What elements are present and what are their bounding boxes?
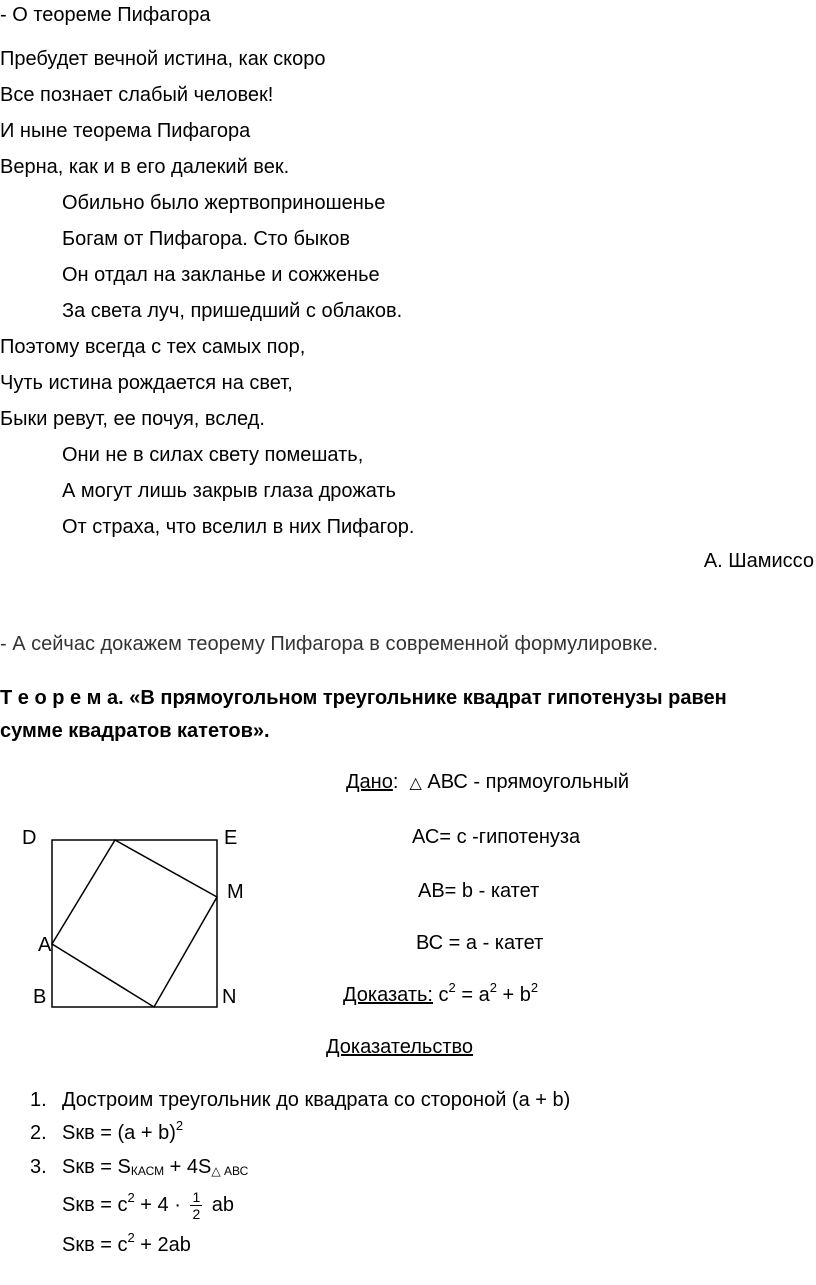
proof-step-3-sub-abc: △ АВС (211, 1164, 249, 1178)
poem-author: А. Шамиссо (703, 550, 814, 572)
poem-line: Все познает слабый человек! (0, 84, 274, 106)
given-ac: АС= с -гипотенуза (412, 826, 581, 848)
proof-step-4-text-c: ab (206, 1193, 235, 1216)
given-bc: ВС = а - катет (416, 932, 544, 954)
fraction-denominator: 2 (192, 1206, 201, 1222)
poem-line: Обильно было жертвоприношенье (62, 192, 386, 214)
proof-step-2 (62, 1118, 184, 1145)
label-d: D (22, 827, 37, 849)
proof-step-3 (62, 1156, 248, 1179)
label-e: E (224, 827, 238, 849)
proof-step-1: Достроим треугольник до квадрата со стороной (а + b) (62, 1089, 571, 1111)
poem-line: Быки ревут, ее почуя, вслед. (0, 408, 265, 430)
prove-c: с (432, 984, 449, 1006)
poem-line: Верна, как и в его далекий век. (0, 156, 290, 178)
prove-exp-b: 2 (530, 980, 539, 995)
proof-step-4-text-a: Sкв = с (62, 1193, 128, 1216)
given-triangle-text: АВС - прямоугольный (421, 771, 630, 793)
label-n: N (222, 986, 237, 1008)
proof-step-5 (62, 1230, 191, 1257)
proof-step-3-sub-kacm: КАСМ (130, 1164, 165, 1178)
proof-step-4-text-b: + 4 · (134, 1193, 187, 1216)
poem-line: Пребудет вечной истина, как скоро (0, 48, 326, 70)
proof-step-2-text: Sкв = (а + b) (62, 1122, 176, 1144)
theorem-line-2: сумме квадратов катетов». (0, 720, 270, 742)
proof-step-5-text-a: Sкв = с (62, 1234, 128, 1256)
theorem-prefix: Т е о р е м а. (0, 687, 124, 709)
poem-line: А могут лишь закрыв глаза дрожать (62, 480, 396, 502)
proof-title: Доказательство (326, 1036, 474, 1058)
fraction-numerator: 1 (192, 1189, 201, 1205)
fraction-one-half (190, 1189, 202, 1222)
proof-step-3-number: 3. (30, 1156, 47, 1178)
poem-line: Чуть истина рождается на свет, (0, 372, 293, 394)
label-b: B (33, 986, 47, 1008)
label-m: M (227, 881, 244, 903)
poem-line: За света луч, пришедший с облаков. (62, 300, 403, 322)
proof-step-4 (62, 1189, 234, 1222)
outer-square (52, 840, 217, 1007)
prove-exp-c: 2 (448, 980, 456, 995)
proof-step-2-exp: 2 (175, 1118, 184, 1133)
prove-b: + b (496, 984, 531, 1006)
poem-line: Он отдал на закланье и сожженье (62, 264, 380, 286)
given-label: Дано (346, 771, 393, 793)
proof-step-4-exp: 2 (127, 1189, 135, 1205)
inner-square (52, 840, 217, 1007)
poem-line: Поэтому всегда с тех самых пор, (0, 336, 306, 358)
proof-step-5-exp: 2 (127, 1230, 135, 1245)
proof-step-3-text-b: + 4S (164, 1156, 212, 1178)
transition-line: - А сейчас докажем теорему Пифагора в современной формулировке. (0, 633, 659, 655)
given-colon: : (392, 771, 399, 793)
theorem-text-1: «В прямоугольном треугольнике квадрат гипотенузы равен (123, 687, 727, 709)
prove-a: = а (455, 984, 490, 1006)
prove-label: Доказать: (343, 984, 433, 1006)
poem-line: И ныне теорема Пифагора (0, 120, 251, 142)
triangle-symbol: △ (409, 775, 422, 792)
poem-line: Богам от Пифагора. Сто быков (62, 228, 351, 250)
proof-step-5-text-b: + 2ab (134, 1234, 191, 1256)
proof-step-1-number: 1. (30, 1089, 47, 1111)
proof-step-3-text-a: Sкв = S (62, 1156, 131, 1178)
intro-line: - О теореме Пифагора (0, 4, 211, 26)
poem-line: Они не в силах свету помешать, (62, 444, 364, 466)
poem-line: От страха, что вселил в них Пифагор. (62, 516, 415, 538)
prove-exp-a: 2 (489, 980, 497, 995)
label-a: A (38, 934, 52, 956)
proof-step-2-number: 2. (30, 1122, 47, 1144)
given-ab: АВ= b - катет (418, 880, 540, 902)
